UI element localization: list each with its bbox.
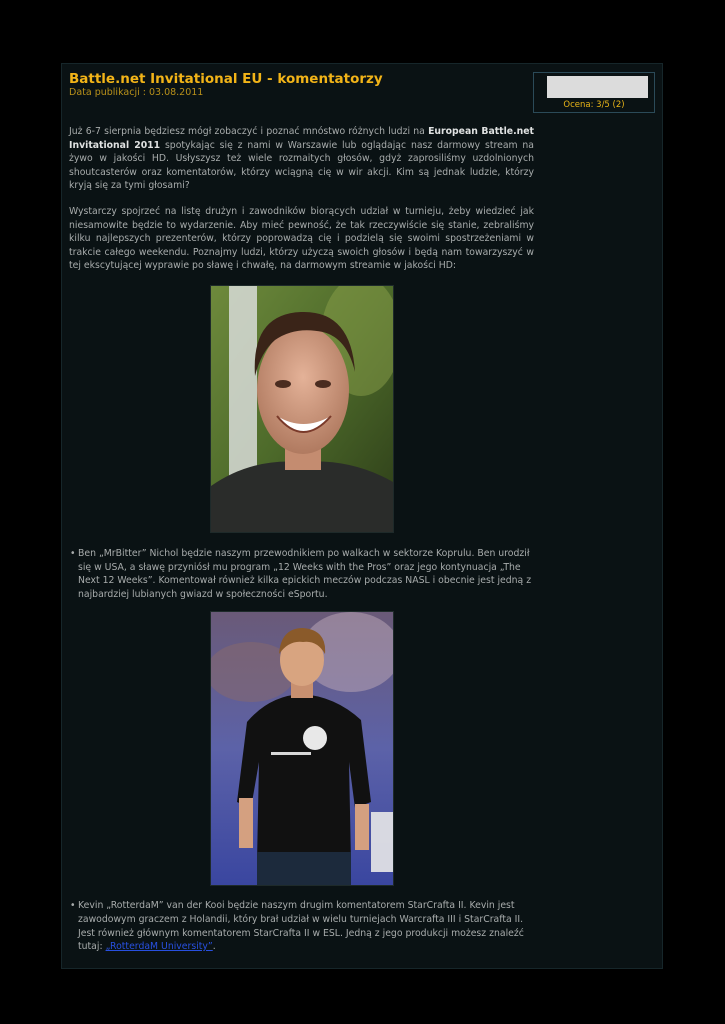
- rating-widget: [533, 72, 655, 113]
- event-name: European Battle.net Invitational 2011: [69, 126, 534, 151]
- intro-paragraph: Już 6-7 sierpnia będziesz mógł zobaczyć i poznać mnóstwo różnych ludzi na European Battle.net Invitational 2011 spotykając się z nami w Warszawie lub oglądając nasz darmowy stream na żywo w jakości HD. Usłyszysz też wiele rozmaitych głosów, gdyż zaprosiliśmy uzdolnionych shoutcasterów oraz komentatorów, którzy wciągną cię w wir akcji. Kim są jednak ludzie, którzy kryją się za tymi głosami?: [69, 126, 534, 192]
- rating-text: Ocena: 3/5 (2): [563, 100, 625, 110]
- article-body: [69, 125, 534, 954]
- publication-date: Data publikacji : 03.08.2011: [69, 87, 204, 98]
- bio-mrbitter: • Ben „MrBitter” Nichol będzie naszym przewodnikiem po walkach w sektorze Koprulu. Ben urodził się w USA, a sławę przyniósł mu program „12 Weeks with the Pros” oraz jego kontynuacja „The Next 12 Weeks”. Komentował również kilka epickich meczów podczas NASL i obecnie jest jedną z najbardziej lubianych gwiazd w społeczności eSportu.: [78, 547, 534, 601]
- bio-list-2: [69, 899, 534, 953]
- rotterdam-university-link[interactable]: „RotterdaM University”: [105, 941, 213, 953]
- article-title: Battle.net Invitational EU - komentatorzy: [69, 71, 383, 87]
- photo-mrbitter: [210, 285, 394, 533]
- bio-list-1: [69, 547, 534, 601]
- second-paragraph: Wystarczy spojrzeć na listę drużyn i zawodników biorących udział w turnieju, żeby wiedzieć jak niesamowite będzie to wydarzenie. Aby mieć pewność, że tak rzeczywiście się stanie, zebraliśmy kilku najlepszych prezenterów, którzy poprowadzą cię i podzielą się swoimi spostrzeżeniami w trakcie całego weekendu. Poznajmy ludzi, którzy użyczą swoich głosów i będą nam towarzyszyć w tej ekscytującej wyprawie po sławę i chwałę, na darmowym streamie w jakości HD:: [69, 205, 534, 272]
- bio-rotterdam: • Kevin „RotterdaM” van der Kooi będzie naszym drugim komentatorem StarCrafta II. Kevin jest zawodowym graczem z Holandii, który brał udział w wielu turniejach Warcrafta III i StarCrafta II. Jest również głównym komentatorem StarCrafta II w ESL. Jedną z jego produkcji możesz znaleźć tutaj: „RotterdaM University”.: [78, 899, 534, 953]
- photo-rotterdam: [210, 611, 394, 886]
- rating-stars-control[interactable]: [547, 76, 648, 98]
- article-panel: [61, 63, 663, 969]
